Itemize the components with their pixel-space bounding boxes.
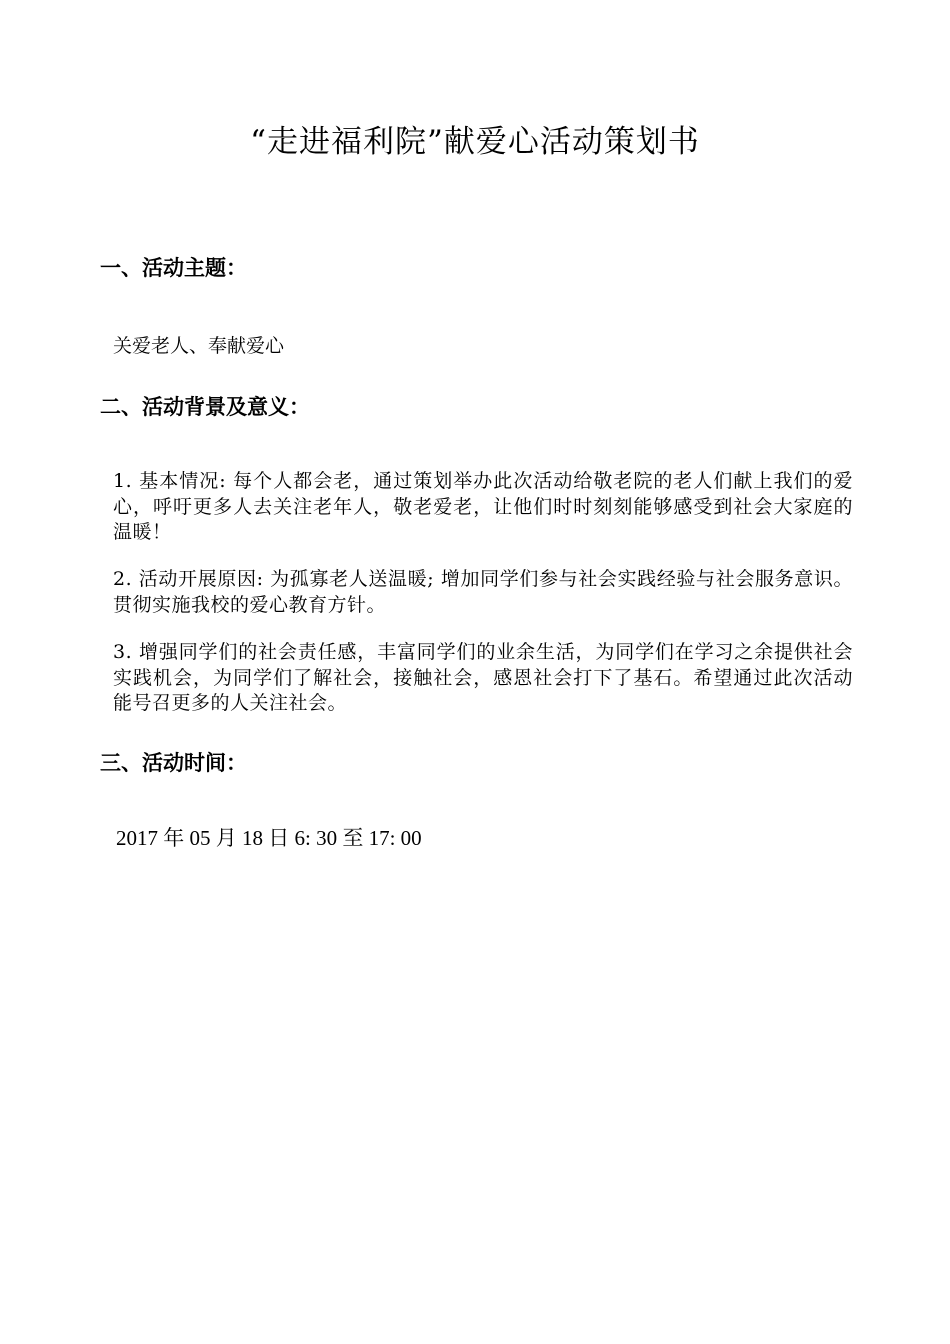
background-paragraph-3: 3. 增强同学们的社会责任感，丰富同学们的业余生活，为同学们在学习之余提供社会实践机会，为同学们了解社会，接触社会，感恩社会打下了基石。希望通过此次活动能号召更多的人关注社会。 bbox=[113, 641, 853, 714]
document-title: “走进福利院”献爱心活动策划书 bbox=[250, 124, 700, 160]
section-heading-theme: 一、活动主题： bbox=[100, 256, 247, 280]
theme-text: 关爱老人、奉献爱心 bbox=[113, 335, 285, 357]
background-paragraph-2: 2. 活动开展原因: 为孤寡老人送温暖; 增加同学们参与社会实践经验与社会服务意识。贯彻实施我校的爱心教育方针。 bbox=[113, 568, 853, 616]
section-heading-time: 三、活动时间： bbox=[100, 751, 247, 775]
event-time-text: 2017 年 05 月 18 日 6: 30 至 17: 00 bbox=[116, 826, 422, 850]
background-paragraph-1: 1. 基本情况: 每个人都会老，通过策划举办此次活动给敬老院的老人们献上我们的爱心，呼吁更多人去关注老年人，敬老爱老，让他们时时刻刻能够感受到社会大家庭的温暖！ bbox=[113, 470, 853, 543]
section-heading-background: 二、活动背景及意义： bbox=[100, 395, 310, 419]
